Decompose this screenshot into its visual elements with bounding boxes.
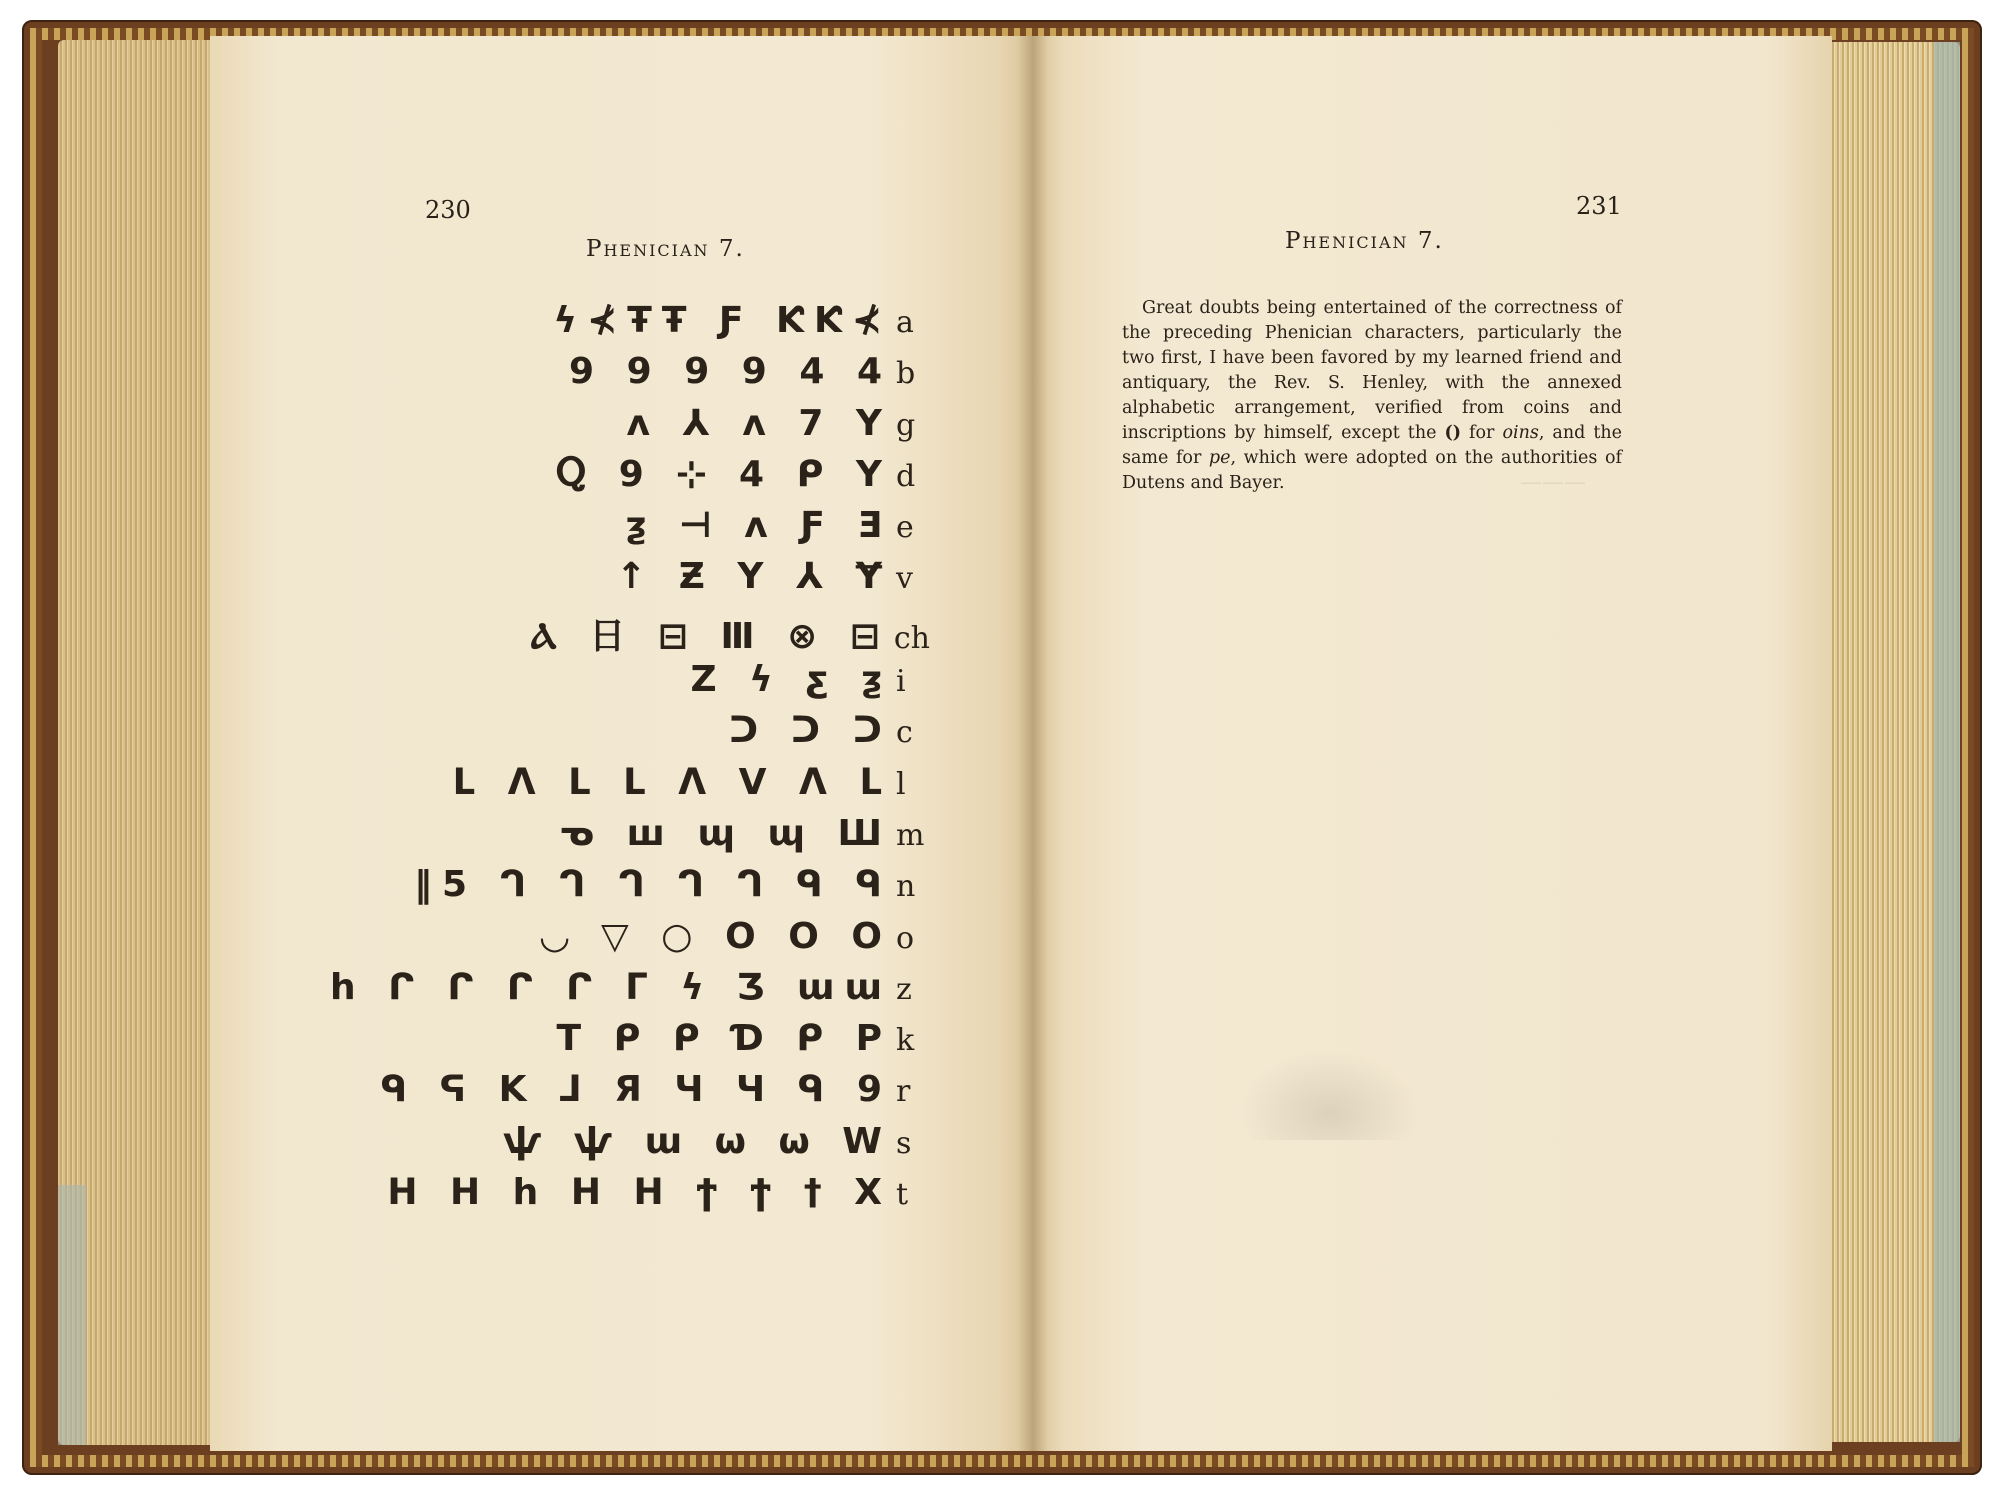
alphabet-row (410, 300, 930, 351)
latin-letter: b (896, 356, 916, 392)
phenician-glyphs: ϟ⊀ŦŦ Ƒ ƘƘ⊀ (553, 300, 892, 341)
alphabet-row (410, 608, 930, 659)
latin-letter: g (896, 407, 916, 443)
phenician-glyphs: h ᒋ ᒋ ᒋ ᒋ ᒥ ϟ Ʒ ɯɯ (329, 966, 892, 1008)
latin-letter: i (896, 664, 906, 700)
latin-letter: r (896, 1074, 911, 1110)
phenician-glyphs: ᴧ ⅄ ᴧ 7 Y (626, 402, 892, 444)
latin-letter: k (896, 1023, 915, 1059)
page-edges-right (1830, 42, 1960, 1442)
phenician-glyphs: ᒪ ᐱ ᒪ ᒪ ᐱ V ᐱ ᒪ (452, 761, 892, 803)
phenician-glyphs: ‖5 ᒉ ᒉ ᒉ ᒉ ᒉ ᑫ ᑫ (413, 864, 892, 906)
phenician-glyphs: Ⲁ 日 ⊟ Ⅲ ⊗ ⊟ (530, 615, 890, 657)
page-edges-left (58, 40, 218, 1445)
latin-letter: t (896, 1177, 909, 1213)
page-number-left: 230 (425, 196, 471, 224)
alphabet-row (380, 1069, 930, 1120)
paragraph-text-3: , and the same for (1122, 423, 1622, 468)
latin-letter: m (896, 817, 925, 853)
alphabet-row (410, 403, 930, 454)
alphabet-row (410, 1121, 930, 1172)
page-number-right: 231 (1576, 192, 1622, 220)
phenician-glyphs: Z ϟ ƹ ƺ (690, 659, 892, 701)
running-head-left: Phenician 7. (586, 236, 745, 262)
phenician-glyphs: ↑ Ƶ Y ⅄ Ɏ (616, 556, 892, 598)
show-through-stamp (1240, 1050, 1420, 1140)
paragraph-text-2: for (1461, 423, 1503, 443)
phenician-glyphs: ᑫ ᕋ K ᒧ Я Ч Ч ᑫ 9 (380, 1069, 892, 1111)
latin-letter: v (896, 561, 913, 597)
alphabet-row (410, 864, 930, 915)
latin-letter: z (896, 971, 912, 1007)
italic-pe: pe (1208, 448, 1231, 468)
italic-oins: oins (1502, 423, 1539, 443)
alphabet-row (410, 351, 930, 402)
alphabet-row (410, 1018, 930, 1069)
phenician-glyphs: ◡ ▽ ○ O O O (540, 915, 892, 957)
alphabet-row (410, 813, 930, 864)
latin-letter: o (896, 920, 915, 956)
alphabet-row (410, 505, 930, 556)
phenician-glyphs: ѱ ѱ ɯ ω ω W (503, 1120, 892, 1162)
alphabet-row (410, 710, 930, 761)
phenician-glyphs: ƺ ⊣ ᴧ Ƒ Ǝ (625, 505, 892, 547)
book-gutter (1018, 36, 1048, 1451)
pe-symbol: () (1444, 423, 1462, 443)
paragraph-text-4: , which were adopted on the authorities of Dutens and Bayer. (1122, 448, 1622, 493)
alphabet-row (410, 916, 930, 967)
alphabet-row (410, 454, 930, 505)
phenician-glyphs: 9 9 9 9 4 4 (569, 351, 892, 393)
phenician-glyphs: ᓀ ш ɰ ɰ Ш (558, 812, 892, 854)
latin-letter: a (896, 305, 914, 340)
latin-letter: d (896, 458, 916, 494)
latin-letter: s (896, 1125, 912, 1161)
alphabet-row (410, 556, 930, 607)
latin-letter: c (896, 715, 913, 751)
phenician-glyphs: T ᑭ ᑭ Ɗ ᑭ P (556, 1018, 892, 1060)
latin-letter: e (896, 510, 914, 546)
phenician-alphabet-table (329, 300, 930, 1223)
paragraph-text-1: Great doubts being entertained of the correctness of the preceding Phenician characters, particularly the two first, I have been favored by my learned friend and antiquary, the Rev. S. Henley, with the annexed alphabetic arrangement, verified from coins and inscriptions by himself, except the (1122, 298, 1622, 443)
latin-letter: l (896, 766, 906, 802)
paragraph-body (1122, 296, 1622, 496)
latin-letter: n (896, 869, 916, 905)
phenician-glyphs: Ⴍ 9 ⊹ 4 ᑭ Y (555, 453, 892, 495)
phenician-glyphs: ᑐ ᑐ ᑐ (728, 710, 892, 752)
latin-letter: ch (893, 620, 930, 656)
alphabet-row (410, 659, 930, 710)
running-head-right: Phenician 7. (1285, 228, 1444, 254)
show-through-text: ——— (1520, 470, 1586, 495)
alphabet-row (329, 966, 930, 1018)
alphabet-row (410, 762, 930, 813)
alphabet-row (387, 1172, 930, 1223)
phenician-glyphs: ᕼ ᕼ h ᕼ ᕼ ϯ ϯ † X (387, 1172, 892, 1214)
